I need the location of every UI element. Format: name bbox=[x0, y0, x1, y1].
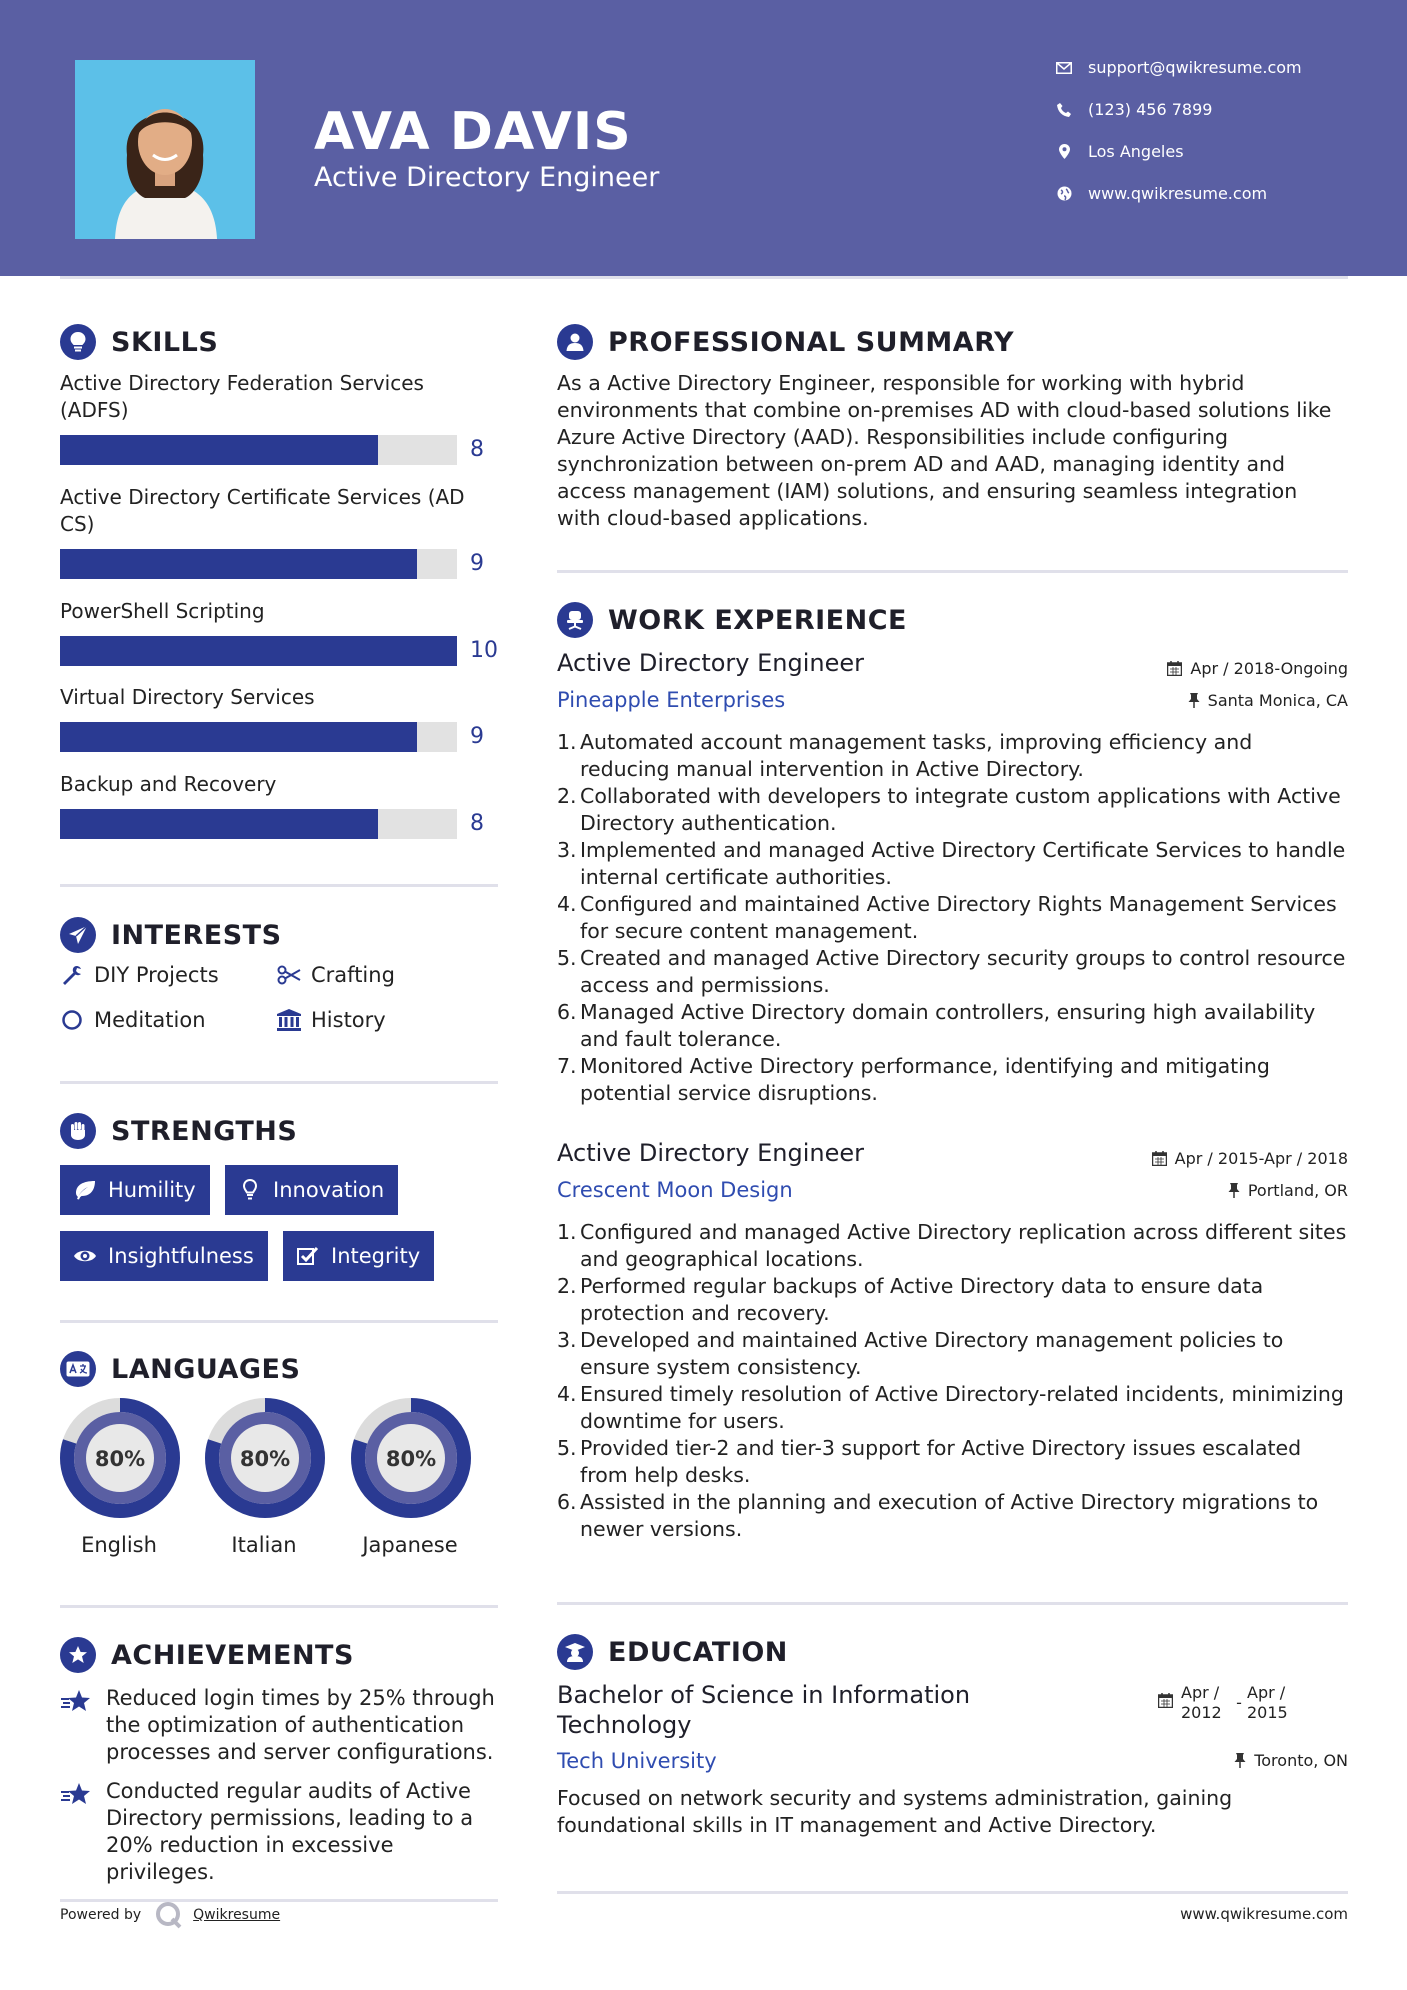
job-bullet: 1. Automated account management tasks, improving efficiency and reducing manual intervention in Active Directory. bbox=[557, 729, 1347, 783]
checkbox-icon bbox=[295, 1244, 321, 1268]
skill-level: 8 bbox=[470, 811, 484, 836]
language-name: Italian bbox=[231, 1533, 297, 1557]
job-bullet: 5. Provided tier-2 and tier-3 support for Active Directory issues escalated from help desks. bbox=[557, 1435, 1347, 1489]
job-bullet-text: Assisted in the planning and execution of Active Directory migrations to newer versions. bbox=[580, 1490, 1319, 1541]
skill-bar bbox=[60, 549, 457, 579]
scissors-icon bbox=[277, 963, 301, 987]
resume-header bbox=[0, 0, 1407, 276]
languages-heading-text: LANGUAGES bbox=[111, 1353, 301, 1385]
fist-icon bbox=[60, 1113, 96, 1149]
paper-plane-icon bbox=[60, 917, 96, 953]
star-icon bbox=[60, 1685, 96, 1766]
job-bullet-text: Performed regular backups of Active Directory data to ensure data protection and recovery. bbox=[580, 1274, 1264, 1325]
education-description: Focused on network security and systems administration, gaining foundational skills in IT management and Active Directory. bbox=[557, 1786, 1233, 1837]
education-start: Apr / 2012 bbox=[1181, 1683, 1222, 1722]
job-role: Active Directory Engineer bbox=[557, 1139, 864, 1167]
museum-icon bbox=[277, 1008, 301, 1032]
wrench-icon bbox=[60, 963, 84, 987]
job-company: Pineapple Enterprises bbox=[557, 688, 786, 712]
achievement-item bbox=[60, 1685, 500, 1766]
candidate-title: Active Directory Engineer bbox=[314, 162, 660, 193]
education-school: Tech University bbox=[557, 1749, 717, 1773]
skill-level: 10 bbox=[470, 638, 498, 663]
leaf-icon bbox=[72, 1178, 98, 1202]
interest-label: DIY Projects bbox=[94, 963, 219, 987]
contact-website[interactable] bbox=[1050, 184, 1370, 203]
section-divider bbox=[557, 1602, 1348, 1605]
job-bullet-text: Automated account management tasks, improving efficiency and reducing manual intervention in Active Directory. bbox=[580, 730, 1253, 781]
education-heading bbox=[557, 1634, 788, 1670]
job-dates-text: Apr / 2018-Ongoing bbox=[1190, 659, 1348, 678]
language-item bbox=[59, 1397, 179, 1557]
user-icon bbox=[557, 324, 593, 360]
job-bullet-text: Created and managed Active Directory security groups to control resource access and permissions. bbox=[580, 946, 1346, 997]
education-end: Apr / 2015 bbox=[1247, 1683, 1288, 1722]
strength-label: Insightfulness bbox=[108, 1244, 254, 1268]
lightbulb-icon bbox=[237, 1178, 263, 1202]
language-percent: 80% bbox=[385, 1447, 437, 1471]
section-divider bbox=[60, 1605, 498, 1608]
qwikresume-logo-icon bbox=[155, 1901, 183, 1929]
strength-label: Integrity bbox=[331, 1244, 421, 1268]
envelope-icon bbox=[1050, 62, 1078, 74]
contact-email[interactable] bbox=[1050, 58, 1370, 77]
header-divider bbox=[60, 276, 1348, 279]
interest-item bbox=[60, 1008, 206, 1032]
interest-item bbox=[277, 963, 395, 987]
contact-email-text: support@qwikresume.com bbox=[1088, 58, 1302, 77]
job-bullets bbox=[557, 729, 1347, 1107]
achievements-heading-text: ACHIEVEMENTS bbox=[111, 1639, 354, 1671]
languages-heading bbox=[60, 1351, 300, 1387]
section-divider bbox=[60, 1320, 498, 1323]
skill-name: Active Directory Certificate Services (AD CS) bbox=[60, 485, 465, 536]
achievement-item bbox=[60, 1778, 500, 1886]
language-item bbox=[350, 1397, 470, 1557]
contact-phone[interactable] bbox=[1050, 100, 1370, 119]
job-location-text: Portland, OR bbox=[1247, 1181, 1348, 1200]
footer-site[interactable]: www.qwikresume.com bbox=[1180, 1905, 1348, 1923]
language-item bbox=[204, 1397, 324, 1557]
skills-heading-text: SKILLS bbox=[111, 326, 219, 358]
job-bullet-text: Managed Active Directory domain controllers, ensuring high availability and fault tolerance. bbox=[580, 1000, 1316, 1051]
skill-bar bbox=[60, 636, 457, 666]
qwikresume-link[interactable]: Qwikresume bbox=[193, 1907, 281, 1923]
strengths-heading-text: STRENGTHS bbox=[111, 1115, 298, 1147]
job-role: Active Directory Engineer bbox=[557, 649, 864, 677]
achievements-heading bbox=[60, 1637, 354, 1673]
contact-website-text: www.qwikresume.com bbox=[1088, 184, 1268, 203]
strength-tag bbox=[60, 1165, 210, 1215]
interest-label: Crafting bbox=[311, 963, 395, 987]
contact-location bbox=[1050, 142, 1370, 161]
job-bullets bbox=[557, 1219, 1347, 1543]
footer-divider bbox=[557, 1891, 1348, 1894]
skill-bar bbox=[60, 809, 457, 839]
profile-photo bbox=[75, 60, 255, 239]
strength-tag bbox=[225, 1165, 398, 1215]
skill-bar bbox=[60, 435, 457, 465]
achievement-text: Reduced login times by 25% through the optimization of authentication processes and server configurations. bbox=[106, 1686, 495, 1764]
summary-heading bbox=[557, 324, 1014, 360]
contact-phone-text: (123) 456 7899 bbox=[1088, 100, 1213, 119]
skill-level: 8 bbox=[470, 437, 484, 462]
summary-heading-text: PROFESSIONAL SUMMARY bbox=[608, 326, 1015, 358]
job-bullet-text: Ensured timely resolution of Active Directory-related incidents, minimizing downtime for users. bbox=[580, 1382, 1344, 1433]
education-location bbox=[1234, 1751, 1348, 1770]
phone-icon bbox=[1050, 103, 1078, 117]
skill-bar-fill bbox=[60, 722, 417, 752]
pushpin-icon bbox=[1228, 1183, 1240, 1198]
interests-heading-text: INTERESTS bbox=[111, 919, 282, 951]
pushpin-icon bbox=[1234, 1753, 1246, 1768]
language-icon bbox=[60, 1351, 96, 1387]
skills-heading bbox=[60, 324, 218, 360]
footer-branding bbox=[60, 1901, 280, 1929]
job-dates bbox=[1167, 659, 1348, 678]
job-bullet: 6. Assisted in the planning and execution of Active Directory migrations to newer versions. bbox=[557, 1489, 1347, 1543]
circle-icon bbox=[60, 1008, 84, 1032]
job-bullet: 6. Managed Active Directory domain controllers, ensuring high availability and fault tolerance. bbox=[557, 999, 1347, 1053]
section-divider bbox=[60, 884, 498, 887]
interests-heading bbox=[60, 917, 282, 953]
calendar-icon bbox=[1167, 661, 1182, 676]
globe-icon bbox=[1050, 186, 1078, 201]
language-gauge bbox=[350, 1397, 472, 1519]
job-bullet: 2. Performed regular backups of Active Directory data to ensure data protection and recovery. bbox=[557, 1273, 1347, 1327]
candidate-name: AVA DAVIS bbox=[314, 102, 632, 162]
job-bullet: 2. Collaborated with developers to integrate custom applications with Active Directory authentication. bbox=[557, 783, 1347, 837]
section-divider bbox=[557, 570, 1348, 573]
education-degree: Bachelor of Science in Information Technology bbox=[557, 1681, 971, 1739]
strength-label: Innovation bbox=[273, 1178, 385, 1202]
achievement-text: Conducted regular audits of Active Directory permissions, leading to a 20% reduction in excessive privileges. bbox=[106, 1779, 474, 1884]
strength-tag bbox=[283, 1231, 434, 1281]
job-bullet: 3. Implemented and managed Active Directory Certificate Services to handle internal certificate authorities. bbox=[557, 838, 1346, 889]
skill-bar-fill bbox=[60, 549, 417, 579]
skill-bar-fill bbox=[60, 809, 378, 839]
education-heading-text: EDUCATION bbox=[608, 1636, 788, 1668]
skill-bar-fill bbox=[60, 435, 378, 465]
experience-heading bbox=[557, 602, 907, 638]
experience-heading-text: WORK EXPERIENCE bbox=[608, 604, 907, 636]
section-divider bbox=[60, 1081, 498, 1084]
strength-label: Humility bbox=[108, 1178, 196, 1202]
education-location-text: Toronto, ON bbox=[1254, 1751, 1348, 1770]
star-badge-icon bbox=[60, 1637, 96, 1673]
job-bullet-text: Monitored Active Directory performance, identifying and mitigating potential service disruptions. bbox=[580, 1054, 1270, 1105]
interest-label: History bbox=[311, 1008, 386, 1032]
language-gauge bbox=[204, 1397, 326, 1519]
skill-name: Virtual Directory Services bbox=[60, 685, 315, 709]
job-bullet-text: Collaborated with developers to integrate custom applications with Active Directory authentication. bbox=[580, 784, 1341, 835]
job-bullet: 7. Monitored Active Directory performance, identifying and mitigating potential service disruptions. bbox=[557, 1053, 1347, 1107]
language-percent: 80% bbox=[94, 1447, 146, 1471]
eye-icon bbox=[72, 1244, 98, 1268]
skill-bar-fill bbox=[60, 636, 457, 666]
strengths-heading bbox=[60, 1113, 297, 1149]
job-bullet-text: Implemented and managed Active Directory Certificate Services to handle internal certificate authorities. bbox=[580, 838, 1346, 889]
job-bullet-text: Configured and managed Active Directory replication across different sites and geographical locations. bbox=[580, 1220, 1347, 1271]
skill-level: 9 bbox=[470, 551, 484, 576]
skill-name: Active Directory Federation Services (ADFS) bbox=[60, 371, 424, 422]
contact-location-text: Los Angeles bbox=[1088, 142, 1184, 161]
language-percent: 80% bbox=[239, 1447, 291, 1471]
skill-name: Backup and Recovery bbox=[60, 772, 277, 796]
powered-by-text: Powered by bbox=[60, 1907, 142, 1923]
skill-bar bbox=[60, 722, 457, 752]
star-icon bbox=[60, 1778, 96, 1886]
interest-item bbox=[277, 1008, 386, 1032]
skill-name: PowerShell Scripting bbox=[60, 599, 265, 623]
language-gauge bbox=[59, 1397, 181, 1519]
job-bullet: 4. Configured and maintained Active Directory Rights Management Services for secure content management. bbox=[557, 891, 1347, 945]
education-dates: Apr / 2012 - Apr / 2015 bbox=[1158, 1683, 1297, 1723]
language-name: English bbox=[81, 1533, 157, 1557]
skill-level: 9 bbox=[470, 724, 484, 749]
briefcase-chair-icon bbox=[557, 602, 593, 638]
job-bullet: 5. Created and managed Active Directory security groups to control resource access and permissions. bbox=[557, 946, 1346, 997]
calendar-icon bbox=[1158, 1683, 1173, 1723]
job-bullet: 4. Ensured timely resolution of Active Directory-related incidents, minimizing downtime for users. bbox=[557, 1381, 1347, 1435]
language-name: Japanese bbox=[362, 1533, 458, 1557]
job-bullet: 3. Developed and maintained Active Directory management policies to ensure system consistency. bbox=[557, 1327, 1347, 1381]
graduate-icon bbox=[557, 1634, 593, 1670]
job-location bbox=[1228, 1181, 1348, 1200]
job-dates-text: Apr / 2015-Apr / 2018 bbox=[1174, 1149, 1348, 1168]
lightbulb-icon bbox=[60, 324, 96, 360]
pushpin-icon bbox=[1188, 693, 1200, 708]
job-bullet: 1. Configured and managed Active Directory replication across different sites and geographical locations. bbox=[557, 1220, 1347, 1271]
job-bullet-text: Configured and maintained Active Directory Rights Management Services for secure content management. bbox=[580, 892, 1337, 943]
interest-item bbox=[60, 963, 219, 987]
job-company: Crescent Moon Design bbox=[557, 1178, 793, 1202]
calendar-icon bbox=[1152, 1151, 1167, 1166]
interest-label: Meditation bbox=[94, 1008, 206, 1032]
job-location-text: Santa Monica, CA bbox=[1207, 691, 1348, 710]
job-dates bbox=[1152, 1149, 1348, 1168]
map-pin-icon bbox=[1050, 144, 1078, 159]
job-bullet-text: Developed and maintained Active Directory management policies to ensure system consistency. bbox=[580, 1328, 1284, 1379]
job-location bbox=[1188, 691, 1348, 710]
summary-text: As a Active Directory Engineer, responsible for working with hybrid environments that combine on-premises AD with cloud-based solutions like Azure Active Directory (AAD). Responsibilities include configuring synchronization between on-prem AD and AAD, managing identity and access management (IAM) solutions, and ensuring seamless integration with cloud-based applications. bbox=[557, 371, 1332, 530]
strength-tag bbox=[60, 1231, 268, 1281]
job-bullet-text: Provided tier-2 and tier-3 support for Active Directory issues escalated from help desks. bbox=[580, 1436, 1302, 1487]
